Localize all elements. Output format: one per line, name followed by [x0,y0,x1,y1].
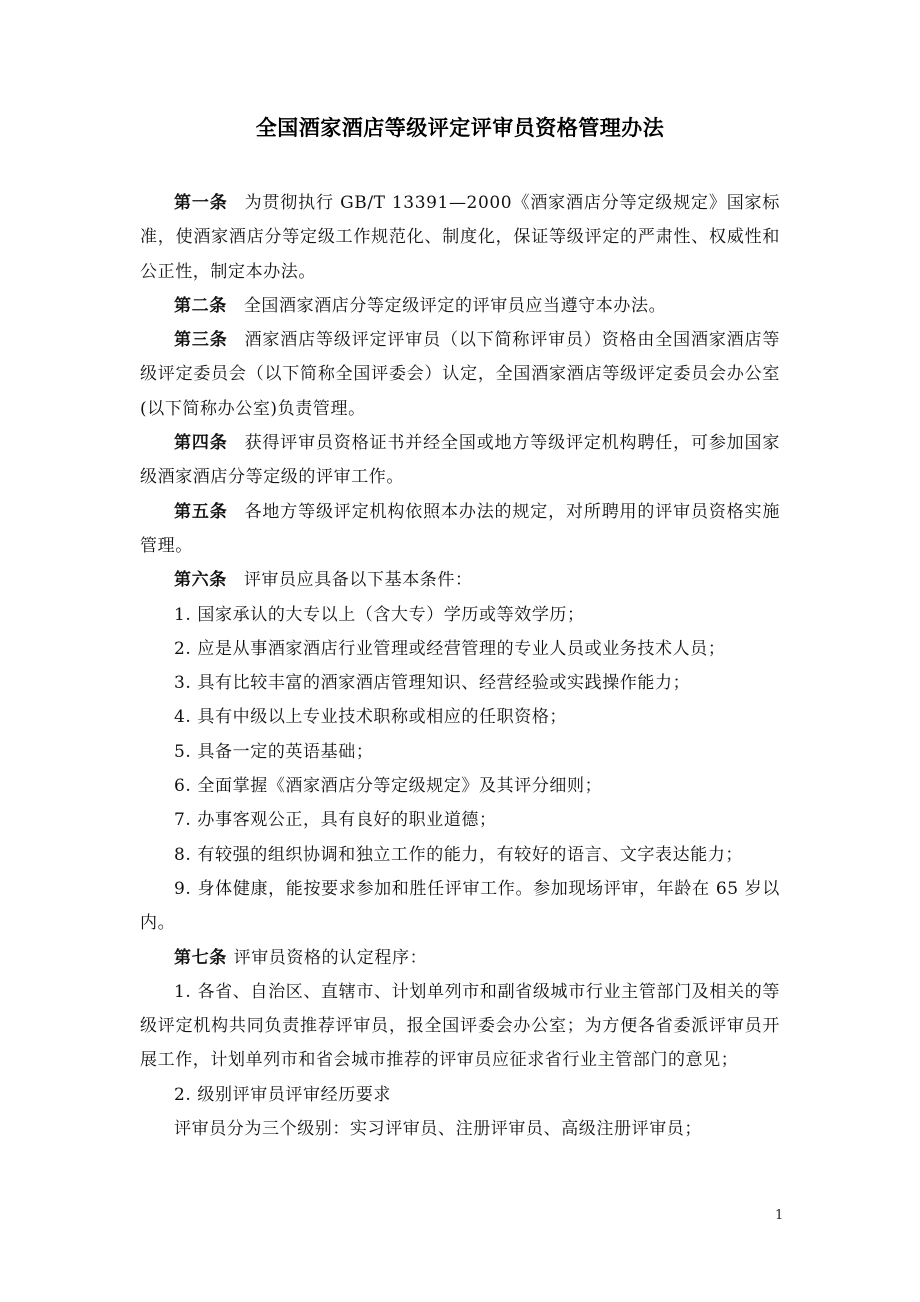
list-item: 9. 身体健康，能按要求参加和胜任评审工作。参加现场评审，年龄在 65 岁以内。 [140,878,780,934]
page-number: 1 [775,1208,784,1223]
article-5 [140,495,780,564]
article-text: 获得评审员资格证书并经全国或地方等级评定机构聘任，可参加国家级酒家酒店分等定级的评审工作。 [140,433,780,488]
article-text: 评审员应具备以下基本条件： [243,570,473,591]
article-1 [140,186,780,289]
article-text: 酒家酒店等级评定评审员（以下简称评审员）资格由全国酒家酒店等级评定委员会（以下简称全国评委会）认定，全国酒家酒店等级评定委员会办公室(以下简称办公室)负责管理。 [140,330,780,419]
article-4 [140,426,780,495]
article-text: 全国酒家酒店分等定级评定的评审员应当遵守本办法。 [243,295,667,316]
article-heading: 第四条 [174,433,228,454]
article-2 [140,289,780,323]
article-text: 各地方等级评定机构依照本办法的规定，对所聘用的评审员资格实施管理。 [140,501,780,556]
list-item: 8. 有较强的组织协调和独立工作的能力，有较好的语言、文字表达能力； [174,844,744,865]
article-heading: 第一条 [174,193,228,213]
article-heading: 第七条 [174,947,227,968]
list-item: 3. 具有比较丰富的酒家酒店管理知识、经营经验或实践操作能力； [174,673,691,694]
list-item: 2. 应是从事酒家酒店行业管理或经营管理的专业人员或业务技术人员； [174,638,726,659]
document-title: 全国酒家酒店等级评定评审员资格管理办法 [255,116,665,140]
article-6 [140,563,780,597]
article-heading: 第五条 [174,501,228,522]
paragraph: 评审员分为三个级别：实习评审员、注册评审员、高级注册评审员； [174,1119,702,1140]
list-item: 5. 具备一定的英语基础； [174,741,374,762]
list-item: 7. 办事客观公正，具有良好的职业道德； [174,810,497,831]
list-item: 4. 具有中级以上专业技术职称或相应的任职资格； [174,707,568,728]
article-text: 评审员资格的认定程序： [233,947,428,968]
list-item: 1. 各省、自治区、直辖市、计划单列市和副省级城市行业主管部门及相关的等级评定机构共同负责推荐评审员，报全国评委会办公室；为方便各省委派评审员开展工作，计划单列市和省会城市推荐的评审员应征求省行业主管部门的意见； [140,981,780,1071]
article-heading: 第六条 [174,570,227,591]
article-heading: 第三条 [174,330,228,351]
article-text: 为贯彻执行 GB/T 13391—2000《酒家酒店分等定级规定》国家标准，使酒家酒店分等定级工作规范化、制度化，保证等级评定的严肃性、权威性和公正性，制定本办法。 [140,193,780,282]
document-body [140,186,780,1146]
list-item: 2. 级别评审员评审经历要求 [174,1084,392,1105]
article-7 [140,941,780,975]
list-item: 6. 全面掌握《酒家酒店分等定级规定》及其评分细则； [174,776,603,797]
article-3 [140,323,780,426]
article-heading: 第二条 [174,295,227,316]
list-item: 1. 国家承认的大专以上（含大专）学历或等效学历； [174,604,585,625]
